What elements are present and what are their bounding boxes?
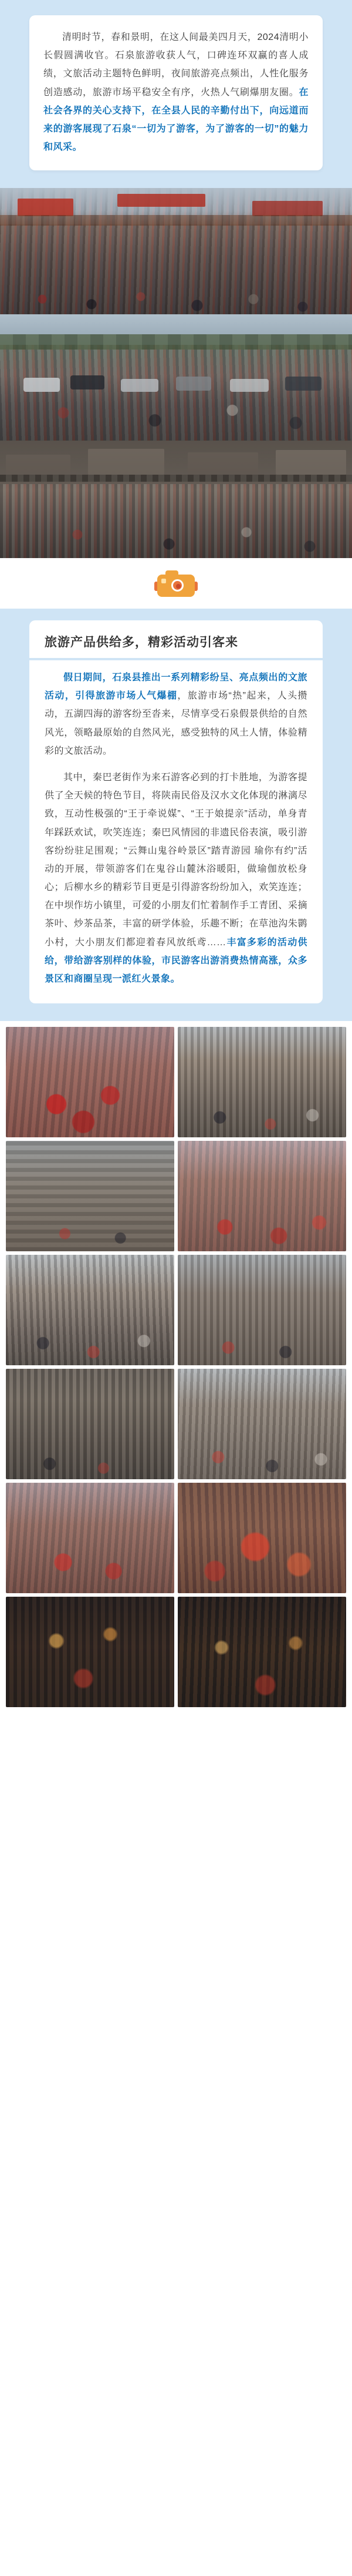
section-body-area xyxy=(0,660,352,1021)
photo-strip-top xyxy=(0,188,352,558)
photo-red-banner-square xyxy=(178,1141,346,1251)
intro-section xyxy=(0,0,352,188)
camera-divider xyxy=(0,558,352,609)
section-heading-card xyxy=(29,620,323,658)
photo-night-market-crowd xyxy=(178,1597,346,1707)
intro-paragraph: 清明时节，春和景明，在这人间最美四月天，2024清明小长假圆满收官。石泉旅游收获人气，口碑连环双赢的喜人成绩，文旅活动主题特色鲜明，夜间旅游亮点频出，人性化服务创造感动，旅游市场平稳安全有序，火热人气刷爆朋友圈。在社会各界的关心支持下，在全县人民的辛勤付出下，向远道而来的游客展现了石泉“一切为了游客，为了游客的一切”的魅力和风采。 xyxy=(43,32,309,153)
photo-red-costume-performers xyxy=(6,1027,174,1137)
gallery-row xyxy=(0,1483,352,1597)
photo-stone-wall-visitors xyxy=(6,1141,174,1251)
photo-dragon-parade xyxy=(178,1483,346,1593)
gallery-row xyxy=(0,1141,352,1255)
photo-gallery xyxy=(0,1021,352,1713)
camera-icon xyxy=(157,570,195,597)
photo-ancient-street-aerial xyxy=(0,441,352,558)
section-paragraph-2: 其中，秦巴老街作为来石游客必到的打卡胜地，为游客提供了全天候的特色节目，将陕南民俗及汉水文化体现的淋漓尽致，互动性极强的“王于牵说媒”、“王于娘提亲”活动，单身青年踩跃欢试，吹笑连连；秦巴风情园的非遗民俗表演，吸引游客纷纷驻足围观；“云舞山鬼谷岭景区”踏青游园 瑜你有约”活动的开展，带领游客们在鬼谷山麓沐浴暖阳，做瑜伽放松身心；后柳水乡的精彩节目更是引得游客纷纷加入，欢笑连连；在中坝作坊小镇里，可爱的小朋友们忙着制作手工青团、采摘茶叶、炒茶品茶，丰富的研学体验，乐趣不断；在草池沟朱鹮小村，大小朋友们都迎着春风放纸鸢……丰富多彩的活动供给，带给游客别样的体验，市民游客出游消费热情高涨，众多景区和商圈呈现一派红火景象。 xyxy=(45,772,307,984)
photo-folk-dance-performance xyxy=(6,1483,174,1593)
photo-festival-stage-crowd xyxy=(6,1255,174,1365)
photo-street-vendors-crowd xyxy=(178,1369,346,1479)
gallery-row xyxy=(0,1255,352,1369)
section-paragraph-1: 假日期间，石泉县推出一系列精彩纷呈、亮点频出的文旅活动，引得旅游市场人气爆棚，旅游市场“热”起来，人头攒动，五湖四海的游客纷至沓来，尽情享受石泉假景供给的自然风光，领略最原始的自然风光，感受独特的风土人情，体验精彩的文旅活动。 xyxy=(45,673,307,756)
section-title: 旅游产品供给多，精彩活动引客来 xyxy=(45,636,238,650)
section-body-card xyxy=(29,660,323,1003)
section-heading-area xyxy=(0,609,352,660)
gallery-row xyxy=(0,1369,352,1483)
photo-traditional-gate-tour xyxy=(178,1255,346,1365)
photo-riverside-parking-crowd xyxy=(0,314,352,441)
photo-night-street-lights xyxy=(6,1597,174,1707)
gallery-row xyxy=(0,1027,352,1141)
photo-street-archway-crowd xyxy=(178,1027,346,1137)
photo-old-street-crowd xyxy=(0,188,352,314)
gallery-row xyxy=(0,1597,352,1713)
photo-old-town-roofline xyxy=(6,1369,174,1479)
intro-card xyxy=(29,15,323,170)
